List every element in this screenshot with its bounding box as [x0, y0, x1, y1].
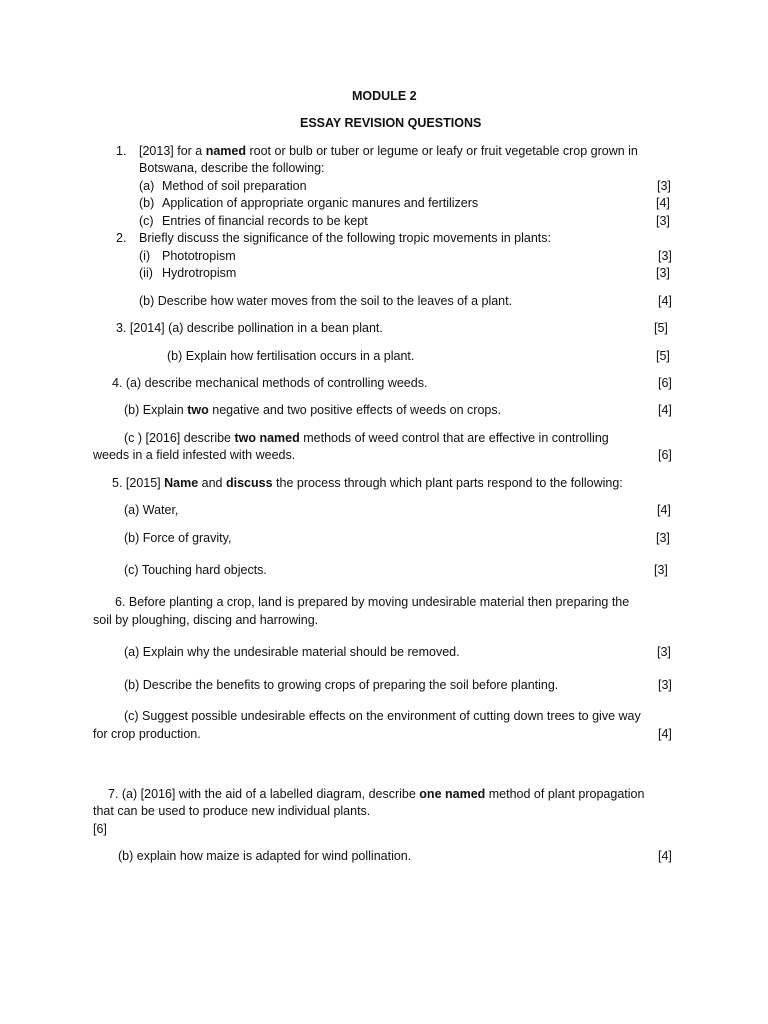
q4-c-mark: [6] [658, 448, 672, 462]
q5-a-text: (a) Water, [124, 503, 179, 517]
q1-c-label: (c) [139, 214, 154, 228]
q1-b-text: Application of appropriate organic manures and fertilizers [162, 196, 479, 210]
q4-a-text: 4. (a) describe mechanical methods of controlling weeds. [112, 376, 428, 390]
q7-line-2: that can be used to produce new individual plants. [93, 804, 371, 818]
q1-c-mark: [3] [656, 214, 670, 228]
q6-c-mark: [4] [658, 727, 672, 741]
q5-a-mark: [4] [657, 503, 671, 517]
q2-i-mark: [3] [658, 249, 672, 263]
q6-b-mark: [3] [658, 678, 672, 692]
q4-c-line-2: weeds in a field infested with weeds. [93, 448, 296, 462]
q7-line-1: 7. (a) [2016] with the aid of a labelled diagram, describe one named method of plant propagation [108, 787, 645, 801]
q1-a-text: Method of soil preparation [162, 179, 307, 193]
page-subtitle: ESSAY REVISION QUESTIONS [300, 116, 482, 130]
q1-line-2: Botswana, describe the following: [139, 161, 325, 175]
q5-c-mark: [3] [654, 563, 668, 577]
q5-b-text: (b) Force of gravity, [124, 531, 232, 545]
q2-ii-label: (ii) [139, 266, 153, 280]
q1-a-label: (a) [139, 179, 155, 193]
q7-b-text: (b) explain how maize is adapted for wind pollination. [118, 849, 412, 863]
q4-b-mark: [4] [658, 403, 672, 417]
q2-number: 2. [116, 231, 127, 245]
q2-b-text: (b) Describe how water moves from the soil to the leaves of a plant. [139, 294, 513, 308]
q1-line-1: [2013] for a named root or bulb or tuber or legume or leafy or fruit vegetable crop grown in [139, 144, 638, 158]
q3-a-text: 3. [2014] (a) describe pollination in a bean plant. [116, 321, 383, 335]
q1-c-text: Entries of financial records to be kept [162, 214, 368, 228]
q6-b-text: (b) Describe the benefits to growing crops of preparing the soil before planting. [124, 678, 559, 692]
q7-a-mark: [6] [93, 822, 107, 836]
q5-text: 5. [2015] Name and discuss the process through which plant parts respond to the following: [112, 476, 623, 490]
q4-a-mark: [6] [658, 376, 672, 390]
q2-text: Briefly discuss the significance of the following tropic movements in plants: [139, 231, 551, 245]
q3-b-mark: [5] [656, 349, 670, 363]
q3-a-mark: [5] [654, 321, 668, 335]
q6-c-line-1: (c) Suggest possible undesirable effects on the environment of cutting down trees to give way [124, 709, 641, 723]
q4-c-line-1: (c ) [2016] describe two named methods of weed control that are effective in controlling [124, 431, 609, 445]
q1-b-label: (b) [139, 196, 155, 210]
q1-number: 1. [116, 144, 127, 158]
q5-c-text: (c) Touching hard objects. [124, 563, 267, 577]
q2-i-text: Phototropism [162, 249, 236, 263]
q6-a-mark: [3] [657, 645, 671, 659]
q4-b-text: (b) Explain two negative and two positive effects of weeds on crops. [124, 403, 502, 417]
q5-b-mark: [3] [656, 531, 670, 545]
q3-b-text: (b) Explain how fertilisation occurs in a plant. [167, 349, 415, 363]
module-title: MODULE 2 [352, 89, 417, 103]
q2-ii-mark: [3] [656, 266, 670, 280]
q2-i-label: (i) [139, 249, 151, 263]
q1-b-mark: [4] [656, 196, 670, 210]
q6-a-text: (a) Explain why the undesirable material should be removed. [124, 645, 460, 659]
q6-c-line-2: for crop production. [93, 727, 201, 741]
q2-ii-text: Hydrotropism [162, 266, 237, 280]
q6-line-2: soil by ploughing, discing and harrowing. [93, 613, 319, 627]
q2-b-mark: [4] [658, 294, 672, 308]
q7-b-mark: [4] [658, 849, 672, 863]
q6-line-1: 6. Before planting a crop, land is prepared by moving undesirable material then preparing the [115, 595, 630, 609]
q1-a-mark: [3] [657, 179, 671, 193]
